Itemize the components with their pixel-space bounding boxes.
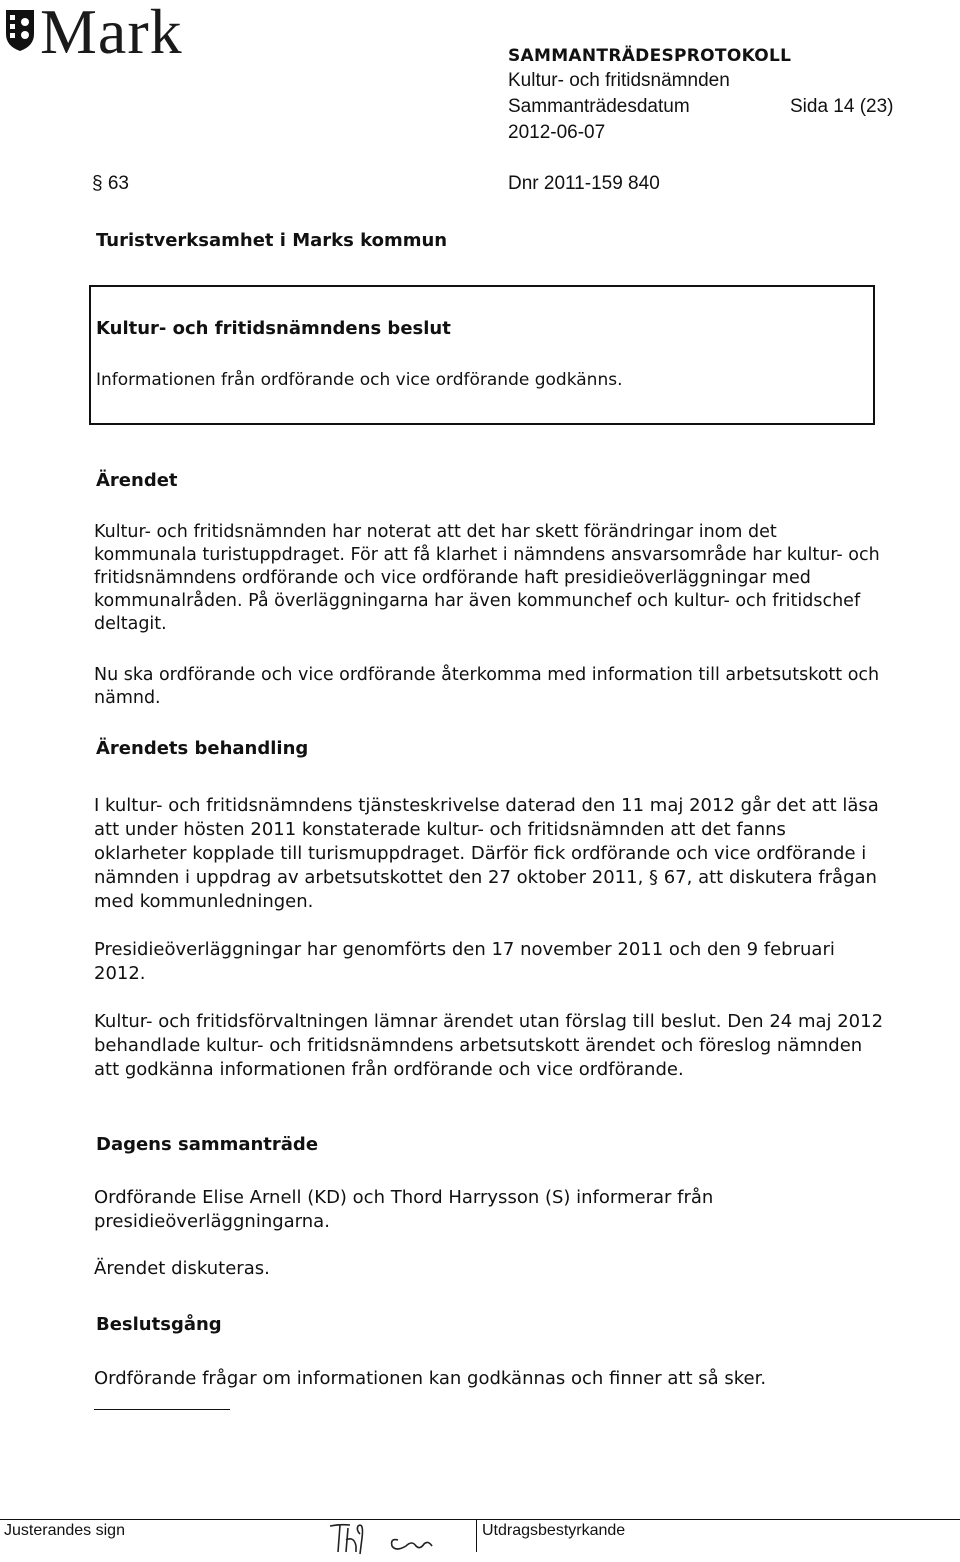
municipality-logo-text: Mark: [40, 0, 183, 67]
handling-paragraph-1: I kultur- och fritidsnämndens tjänsteskrivelse daterad den 11 maj 2012 går det att läsa att under hösten 2011 konstaterade kultur- och fritidsnämnden att det fanns oklarheter kopplade till turismuppdraget. Därför fick ordförande och vice ordförande i nämnden i uppdrag av arbetsutskottet den 27 oktober 2011, § 67, att diskutera frågan med kommunledningen.: [94, 795, 879, 912]
case-title: Turistverksamhet i Marks kommun: [96, 230, 448, 251]
paragraph-number: § 63: [92, 173, 129, 194]
matter-paragraph-1: Kultur- och fritidsnämnden har noterat att det har skett förändringar inom det kommunala turistuppdraget. För att få klarhet i nämndens ansvarsområde har kultur- och fritidsnämndens ordförande och vice ordförande haft presidieöverläggningar med kommunalråden. På överläggningarna har även kommunchef och kultur- och fritidschef deltagit.: [94, 522, 880, 634]
page-number: Sida 14 (23): [790, 96, 894, 117]
decision-heading: Kultur- och fritidsnämndens beslut: [96, 318, 451, 339]
section-heading-meeting: Dagens sammanträde: [96, 1134, 319, 1155]
certification-label: Utdragsbestyrkande: [482, 1522, 626, 1539]
municipality-crest-icon: [4, 8, 36, 52]
end-rule: [94, 1409, 230, 1410]
procedure-paragraph-1: Ordförande frågar om informationen kan godkännas och finner att så sker.: [94, 1368, 767, 1389]
section-heading-matter: Ärendet: [96, 470, 178, 491]
section-heading-procedure: Beslutsgång: [96, 1314, 222, 1335]
meeting-date: 2012-06-07: [508, 122, 606, 143]
section-heading-handling: Ärendets behandling: [96, 738, 309, 759]
matter-paragraph-2: Nu ska ordförande och vice ordförande återkomma med information till arbetsutskott och nämnd.: [94, 665, 880, 708]
footer-rule: [0, 1519, 960, 1520]
meeting-date-label: Sammanträdesdatum: [508, 96, 690, 117]
handwritten-initials: [316, 1518, 456, 1562]
meeting-paragraph-1: Ordförande Elise Arnell (KD) och Thord Harrysson (S) informerar från presidieöverläggningarna.: [94, 1187, 714, 1232]
handling-paragraph-3: Kultur- och fritidsförvaltningen lämnar ärendet utan förslag till beslut. Den 24 maj 2012 behandlade kultur- och fritidsnämndens arbetsutskott ärendet och föreslog nämnden att godkänna informationen från ordförande och vice ordförande.: [94, 1011, 884, 1080]
committee-name: Kultur- och fritidsnämnden: [508, 70, 730, 91]
meeting-paragraph-2: Ärendet diskuteras.: [94, 1258, 270, 1279]
decision-text: Informationen från ordförande och vice ordförande godkänns.: [96, 370, 623, 390]
diary-number: Dnr 2011-159 840: [508, 173, 660, 194]
decision-box: [89, 285, 875, 425]
document-type: SAMMANTRÄDESPROTOKOLL: [508, 46, 792, 66]
footer-divider: [476, 1520, 477, 1552]
signature-label: Justerandes sign: [4, 1522, 125, 1539]
handling-paragraph-2: Presidieöverläggningar har genomförts den 17 november 2011 och den 9 februari 2012.: [94, 939, 835, 984]
